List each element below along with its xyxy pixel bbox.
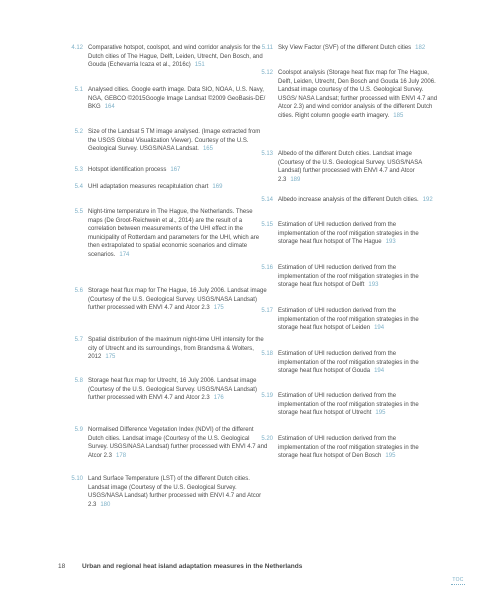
figure-caption: Albedo increase analysis of the different Dutch cities. bbox=[278, 197, 419, 203]
page-ref[interactable]: 174 bbox=[119, 251, 130, 258]
toc-dots bbox=[451, 584, 465, 585]
figure-caption: Estimation of UHI reduction derived from the implementation of the roof mitigation strategies in the storage heat flux hotspot of Delft bbox=[278, 265, 419, 288]
figure-number: 5.19 bbox=[261, 393, 273, 399]
list-item[interactable] bbox=[71, 44, 268, 70]
page-ref[interactable]: 195 bbox=[385, 453, 396, 459]
figure-caption: Comparative hotspot, coolspot, and wind corridor analysis for the Dutch cities of The Hague, Delft, Leiden, Utrecht, Den Bosch, and Gouda (Echevarria Icaza et al., 2016c) bbox=[88, 45, 263, 68]
list-item[interactable] bbox=[261, 196, 433, 205]
figure-caption: Estimation of UHI reduction derived from the implementation of the roof mitigation strategies in the storage heat flux hotspot of Den Bosch bbox=[278, 436, 419, 459]
page-ref[interactable]: 195 bbox=[375, 410, 386, 416]
figure-caption: UHI adaptation measures recapitulation chart bbox=[88, 184, 209, 190]
page-ref[interactable]: 182 bbox=[415, 45, 426, 51]
list-item[interactable] bbox=[261, 307, 438, 333]
page-ref[interactable]: 193 bbox=[385, 239, 396, 245]
page-ref[interactable]: 175 bbox=[105, 354, 116, 360]
list-item[interactable] bbox=[261, 150, 438, 184]
page-ref[interactable]: 192 bbox=[422, 197, 433, 203]
figure-caption: Spatial distribution of the maximum night-time UHI intensity for the city of Utrecht and its surroundings, from Brandsma & Wolters, 2012 bbox=[88, 337, 264, 360]
figure-number: 5.1 bbox=[74, 87, 83, 93]
figure-number: 5.6 bbox=[74, 288, 83, 294]
page-ref[interactable]: 165 bbox=[202, 146, 213, 152]
figure-caption: Hotspot identification process bbox=[88, 167, 167, 173]
toc-label: TOC bbox=[452, 577, 464, 583]
figure-caption: Estimation of UHI reduction derived from the implementation of the roof mitigation strategies in the storage heat flux hotspot of Utrecht bbox=[278, 393, 419, 416]
figure-caption: Estimation of UHI reduction derived from the implementation of the roof mitigation strategies in the storage heat flux hotspot of The Hague bbox=[278, 222, 419, 245]
figure-number: 4.12 bbox=[71, 45, 83, 51]
figure-caption: Analysed cities. Google earth image. Data SIO, NOAA, U.S. Navy, NGA, GEBCO ©2015Google Image Landsat ©2009 GeoBasis-DE/ BKG bbox=[88, 87, 266, 110]
running-title: Urban and regional heat island adaptation measures in the Netherlands bbox=[82, 563, 303, 570]
page-ref[interactable]: 176 bbox=[213, 395, 224, 401]
list-item[interactable] bbox=[261, 435, 438, 461]
figure-number: 5.10 bbox=[71, 476, 83, 482]
page-ref[interactable]: 164 bbox=[104, 104, 115, 110]
list-item[interactable] bbox=[261, 69, 438, 120]
figure-number: 5.11 bbox=[261, 45, 273, 51]
figure-number: 5.17 bbox=[261, 308, 273, 314]
figure-caption: Land Surface Temperature (LST) of the different Dutch cities. Landsat image (Courtesy of the U.S. Geological Survey. USGS/NASA Landsat) further processed with ENVI 4.7 and Atcor 2.3 bbox=[88, 476, 262, 508]
list-item[interactable] bbox=[74, 287, 268, 313]
page-ref[interactable]: 167 bbox=[170, 167, 181, 173]
page-ref[interactable]: 180 bbox=[100, 501, 111, 508]
figure-number: 5.2 bbox=[74, 129, 83, 135]
list-item[interactable] bbox=[74, 166, 181, 175]
list-item[interactable] bbox=[71, 475, 268, 509]
list-item[interactable] bbox=[74, 208, 268, 259]
figure-number: 5.4 bbox=[74, 184, 83, 190]
figure-number: 5.12 bbox=[261, 70, 273, 76]
figure-caption: Night-time temperature in The Hague, the Netherlands. These maps (De Groot-Reichwein et al., 2014) are the result of a correlation between measurements of the UHI effect in the municipality of Rotterdam and parameters for the UHI, which are then extrapolated to spatial economic scenarios and climate scenarios. bbox=[88, 209, 260, 258]
figure-number: 5.5 bbox=[74, 209, 83, 215]
figure-caption: Estimation of UHI reduction derived from the implementation of the roof mitigation strategies in the storage heat flux hotspot of Gouda bbox=[278, 351, 419, 374]
figure-number: 5.13 bbox=[261, 151, 273, 157]
page-footer bbox=[58, 563, 458, 570]
figure-caption: Size of the Landsat 5 TM image analysed. (Image extracted from the USGS Global Visualization Viewer). Courtesy of the U.S. Geological Survey. USGS/NASA Landsat. bbox=[88, 129, 261, 152]
list-item[interactable] bbox=[261, 221, 438, 247]
page-ref[interactable]: 194 bbox=[374, 325, 385, 331]
figure-caption: Storage heat flux map for The Hague, 16 July 2006. Landsat image (Courtesy of the U.S. Geological Survey. USGS/NASA Landsat) further processed with ENVI 4.7 and Atcor 2.3 bbox=[88, 288, 267, 311]
list-item[interactable] bbox=[261, 264, 438, 290]
figure-caption: Albedo of the different Dutch cities. Landsat image (Courtesy of the U.S. Geological Survey. USGS/NASA Landsat) further processed with ENVI 4.7 and Atcor 2.3 bbox=[278, 151, 422, 183]
page-ref[interactable]: 151 bbox=[194, 62, 205, 68]
list-item[interactable] bbox=[74, 377, 268, 403]
page-ref[interactable]: 175 bbox=[213, 305, 224, 311]
figure-number: 5.9 bbox=[74, 427, 83, 433]
page-ref[interactable]: 194 bbox=[374, 368, 385, 374]
figure-caption: Coolspot analysis (Storage heat flux map for The Hague, Delft, Leiden, Utrecht, Den Bosch and Gouda 16 July 2006. Landsat image courtesy of the U.S. Geological Survey. USGS/ NASA Landsat; further processed with ENVI 4.7 and Atcor 2.3) and wind corridor analysis of the different Dutch cities. Right column google earth imagery. bbox=[278, 70, 438, 119]
figure-number: 5.16 bbox=[261, 265, 273, 271]
list-item[interactable] bbox=[261, 392, 438, 418]
list-item[interactable] bbox=[74, 128, 268, 154]
page-number: 18 bbox=[58, 563, 66, 570]
page-ref[interactable]: 193 bbox=[368, 282, 379, 288]
list-item[interactable] bbox=[261, 44, 426, 53]
figure-number: 5.18 bbox=[261, 351, 273, 357]
page-ref[interactable]: 169 bbox=[212, 184, 223, 190]
page-ref[interactable]: 189 bbox=[290, 176, 301, 183]
list-item[interactable] bbox=[261, 350, 438, 376]
figure-number: 5.15 bbox=[261, 222, 273, 228]
page-ref[interactable]: 178 bbox=[116, 452, 127, 459]
toc-link[interactable] bbox=[451, 577, 465, 585]
figure-number: 5.7 bbox=[74, 337, 83, 343]
figure-number: 5.20 bbox=[261, 436, 273, 442]
list-item[interactable] bbox=[74, 426, 268, 460]
list-item[interactable] bbox=[74, 336, 268, 362]
figure-number: 5.3 bbox=[74, 167, 83, 173]
page-ref[interactable]: 185 bbox=[393, 112, 404, 119]
figure-caption: Storage heat flux map for Utrecht, 16 July 2006. Landsat image (Courtesy of the U.S. Geological Survey. USGS/NASA Landsat) further processed with ENVI 4.7 and Atcor 2.3 bbox=[88, 378, 257, 401]
list-item[interactable] bbox=[74, 183, 223, 192]
figure-caption: Sky View Factor (SVF) of the different Dutch cities bbox=[278, 45, 412, 51]
figure-number: 5.8 bbox=[74, 378, 83, 384]
figure-number: 5.14 bbox=[261, 197, 273, 203]
figure-caption: Normalised Difference Vegetation Index (NDVI) of the different Dutch cities. Landsat image (Courtesy of the U.S. Geological Survey. USGS/NASA Landsat) further processed with ENVI 4.7 and Atcor 2.3 bbox=[88, 427, 268, 459]
list-item[interactable] bbox=[74, 86, 268, 112]
figure-caption: Estimation of UHI reduction derived from the implementation of the roof mitigation strategies in the storage heat flux hotspot of Leiden bbox=[278, 308, 419, 331]
